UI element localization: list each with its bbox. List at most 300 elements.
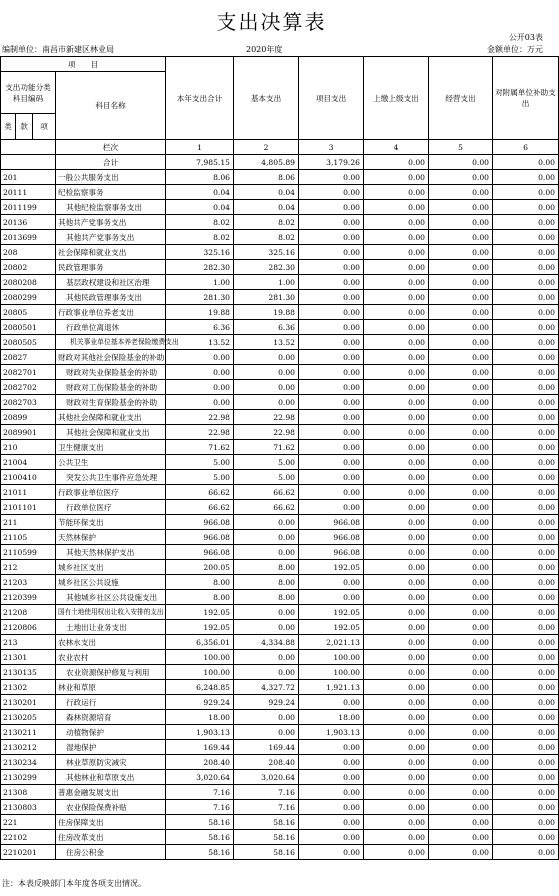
table-row xyxy=(1,380,559,395)
row-value: 66.62 xyxy=(234,485,299,500)
row-value: 0.00 xyxy=(493,365,559,380)
header-item-group: 项 目 xyxy=(1,57,166,72)
row-code: 2130201 xyxy=(1,695,56,710)
row-code: 212 xyxy=(1,560,56,575)
row-value: 0.00 xyxy=(364,260,429,275)
row-value: 0.00 xyxy=(299,230,364,245)
row-value: 0.00 xyxy=(493,530,559,545)
row-value: 0.00 xyxy=(493,350,559,365)
col-index-6: 6 xyxy=(493,140,559,155)
row-value: 169.44 xyxy=(166,740,234,755)
table-row xyxy=(1,665,559,680)
row-value: 100.00 xyxy=(166,665,234,680)
row-value: 0.00 xyxy=(493,695,559,710)
row-code: 20827 xyxy=(1,350,56,365)
row-code: 201 xyxy=(1,170,56,185)
row-value: 0.00 xyxy=(493,395,559,410)
row-value: 0.00 xyxy=(429,530,493,545)
row-value: 58.16 xyxy=(166,815,234,830)
row-value: 18.00 xyxy=(166,710,234,725)
row-value: 0.00 xyxy=(299,785,364,800)
row-value: 0.00 xyxy=(429,755,493,770)
row-value: 0.00 xyxy=(493,845,559,860)
row-value: 0.00 xyxy=(299,485,364,500)
row-value: 0.00 xyxy=(364,590,429,605)
row-value: 0.00 xyxy=(429,230,493,245)
row-value: 0.00 xyxy=(493,260,559,275)
row-value: 0.00 xyxy=(234,710,299,725)
row-name: 其他纪检监察事务支出 xyxy=(56,200,166,215)
row-name: 卫生健康支出 xyxy=(56,440,166,455)
row-value: 0.00 xyxy=(299,260,364,275)
row-name: 财政对生育保险基金的补助 xyxy=(56,395,166,410)
row-value: 0.00 xyxy=(493,740,559,755)
row-value: 0.00 xyxy=(429,305,493,320)
row-value: 0.00 xyxy=(493,320,559,335)
total-value: 4,805.89 xyxy=(234,155,299,170)
table-row xyxy=(1,605,559,620)
row-value: 0.00 xyxy=(364,515,429,530)
row-value: 208.40 xyxy=(234,755,299,770)
row-value: 0.00 xyxy=(429,215,493,230)
row-code: 21203 xyxy=(1,575,56,590)
row-value: 0.00 xyxy=(429,275,493,290)
row-value: 0.00 xyxy=(429,290,493,305)
col-index-4: 4 xyxy=(364,140,429,155)
row-value: 8.02 xyxy=(234,215,299,230)
row-value: 19.88 xyxy=(166,305,234,320)
row-value: 0.00 xyxy=(429,590,493,605)
row-name: 行政事业单位医疗 xyxy=(56,485,166,500)
row-value: 0.00 xyxy=(429,380,493,395)
row-value: 0.00 xyxy=(493,410,559,425)
header-col-4: 上缴上级支出 xyxy=(364,57,429,140)
header-subject-name: 科目名称 xyxy=(56,72,166,140)
row-value: 208.40 xyxy=(166,755,234,770)
row-value: 0.00 xyxy=(364,365,429,380)
row-code: 20111 xyxy=(1,185,56,200)
row-value: 0.00 xyxy=(364,605,429,620)
row-value: 58.16 xyxy=(234,815,299,830)
row-value: 0.00 xyxy=(429,815,493,830)
row-code: 208 xyxy=(1,245,56,260)
row-code: 2130234 xyxy=(1,755,56,770)
table-row xyxy=(1,455,559,470)
row-code: 2130803 xyxy=(1,800,56,815)
row-value: 0.00 xyxy=(299,695,364,710)
row-name: 行政事业单位养老支出 xyxy=(56,305,166,320)
row-value: 0.00 xyxy=(493,500,559,515)
row-name: 财政对工伤保险基金的补助 xyxy=(56,380,166,395)
row-name: 民政管理事务 xyxy=(56,260,166,275)
row-value: 6,248.85 xyxy=(166,680,234,695)
row-code: 21004 xyxy=(1,455,56,470)
row-value: 22.98 xyxy=(166,425,234,440)
row-value: 0.00 xyxy=(493,290,559,305)
header-col-3: 项目支出 xyxy=(299,57,364,140)
row-value: 0.00 xyxy=(299,830,364,845)
row-value: 0.00 xyxy=(364,425,429,440)
row-value: 0.00 xyxy=(364,275,429,290)
row-value: 0.00 xyxy=(299,470,364,485)
row-value: 0.00 xyxy=(364,245,429,260)
row-value: 966.08 xyxy=(166,515,234,530)
row-value: 0.00 xyxy=(299,425,364,440)
row-value: 0.00 xyxy=(493,485,559,500)
row-value: 6.36 xyxy=(166,320,234,335)
row-value: 0.00 xyxy=(429,680,493,695)
row-value: 0.00 xyxy=(429,185,493,200)
row-value: 0.00 xyxy=(364,290,429,305)
row-value: 22.98 xyxy=(234,425,299,440)
row-value: 71.62 xyxy=(166,440,234,455)
row-value: 0.00 xyxy=(429,335,493,350)
header-row-label: 栏次 xyxy=(56,140,166,155)
row-code: 20805 xyxy=(1,305,56,320)
table-row xyxy=(1,245,559,260)
row-code: 2130299 xyxy=(1,770,56,785)
row-name: 社会保障和就业支出 xyxy=(56,245,166,260)
row-value: 0.00 xyxy=(493,785,559,800)
row-value: 13.52 xyxy=(234,335,299,350)
row-value: 0.00 xyxy=(429,725,493,740)
year-label: 2020年度 xyxy=(246,45,283,54)
row-value: 0.00 xyxy=(364,230,429,245)
table-row xyxy=(1,290,559,305)
row-value: 0.00 xyxy=(234,515,299,530)
row-value: 966.08 xyxy=(299,530,364,545)
row-value: 966.08 xyxy=(299,545,364,560)
row-value: 0.00 xyxy=(429,830,493,845)
table-row xyxy=(1,470,559,485)
row-value: 0.00 xyxy=(299,845,364,860)
row-value: 0.00 xyxy=(493,170,559,185)
row-value: 0.00 xyxy=(493,455,559,470)
row-value: 0.00 xyxy=(493,380,559,395)
table-row xyxy=(1,695,559,710)
row-name: 其他共产党事务支出 xyxy=(56,230,166,245)
col-index-2: 2 xyxy=(234,140,299,155)
row-code: 2110599 xyxy=(1,545,56,560)
row-code: 2089901 xyxy=(1,425,56,440)
row-value: 0.00 xyxy=(364,755,429,770)
row-value: 0.00 xyxy=(429,635,493,650)
row-value: 0.00 xyxy=(364,200,429,215)
row-code: 20802 xyxy=(1,260,56,275)
row-value: 100.00 xyxy=(299,665,364,680)
row-value: 0.00 xyxy=(364,305,429,320)
row-code: 21302 xyxy=(1,680,56,695)
row-value: 0.00 xyxy=(234,650,299,665)
row-code: 2120399 xyxy=(1,590,56,605)
table-row xyxy=(1,785,559,800)
row-name: 纪检监察事务 xyxy=(56,185,166,200)
row-value: 0.00 xyxy=(364,830,429,845)
row-value: 0.00 xyxy=(429,515,493,530)
row-value: 4,334.88 xyxy=(234,635,299,650)
row-value: 0.00 xyxy=(493,665,559,680)
row-value: 0.00 xyxy=(493,305,559,320)
row-name: 其他城乡社区公共设施支出 xyxy=(56,590,166,605)
header-blank xyxy=(1,140,56,155)
header-kuan: 款 xyxy=(16,114,33,140)
row-value: 8.00 xyxy=(234,575,299,590)
row-name: 突发公共卫生事件应急处理 xyxy=(56,470,166,485)
row-value: 0.00 xyxy=(493,605,559,620)
table-row xyxy=(1,575,559,590)
row-value: 282.30 xyxy=(234,260,299,275)
table-row xyxy=(1,485,559,500)
row-value: 0.00 xyxy=(299,395,364,410)
row-value: 0.00 xyxy=(299,590,364,605)
total-label: 合计 xyxy=(56,155,166,170)
row-value: 281.30 xyxy=(234,290,299,305)
row-value: 0.00 xyxy=(234,620,299,635)
row-value: 0.00 xyxy=(364,545,429,560)
row-value: 0.00 xyxy=(429,740,493,755)
row-value: 0.00 xyxy=(429,845,493,860)
header-col-6: 对附属单位补助支出 xyxy=(493,57,559,140)
row-value: 0.00 xyxy=(234,365,299,380)
row-value: 8.00 xyxy=(166,575,234,590)
row-value: 0.00 xyxy=(299,815,364,830)
row-value: 0.00 xyxy=(364,815,429,830)
row-value: 0.00 xyxy=(493,770,559,785)
row-value: 0.00 xyxy=(299,185,364,200)
table-row xyxy=(1,275,559,290)
row-value: 58.16 xyxy=(166,845,234,860)
row-value: 0.00 xyxy=(364,440,429,455)
row-name: 行政单位离退休 xyxy=(56,320,166,335)
table-row xyxy=(1,680,559,695)
row-value: 0.00 xyxy=(364,695,429,710)
row-value: 0.00 xyxy=(429,500,493,515)
row-value: 8.02 xyxy=(166,215,234,230)
row-name: 城乡社区公共设施 xyxy=(56,575,166,590)
row-value: 0.00 xyxy=(493,440,559,455)
row-value: 66.62 xyxy=(234,500,299,515)
table-row xyxy=(1,335,559,350)
row-value: 0.00 xyxy=(429,425,493,440)
row-value: 0.00 xyxy=(493,185,559,200)
row-value: 0.00 xyxy=(364,560,429,575)
row-value: 0.00 xyxy=(429,320,493,335)
row-value: 0.00 xyxy=(493,755,559,770)
row-value: 0.00 xyxy=(364,335,429,350)
row-value: 0.00 xyxy=(234,395,299,410)
table-row xyxy=(1,440,559,455)
row-value: 100.00 xyxy=(166,650,234,665)
row-value: 966.08 xyxy=(166,530,234,545)
table-row xyxy=(1,365,559,380)
row-value: 0.00 xyxy=(364,650,429,665)
row-value: 0.00 xyxy=(493,650,559,665)
row-code: 2130211 xyxy=(1,725,56,740)
table-row xyxy=(1,710,559,725)
row-value: 22.98 xyxy=(166,410,234,425)
table-row xyxy=(1,170,559,185)
row-value: 0.00 xyxy=(299,575,364,590)
row-value: 0.00 xyxy=(429,245,493,260)
row-value: 0.00 xyxy=(429,695,493,710)
row-value: 0.00 xyxy=(234,605,299,620)
row-value: 0.00 xyxy=(429,365,493,380)
table-row xyxy=(1,815,559,830)
row-value: 0.00 xyxy=(234,530,299,545)
row-name: 农林水支出 xyxy=(56,635,166,650)
col-index-5: 5 xyxy=(429,140,493,155)
header-col-1: 本年支出合计 xyxy=(166,57,234,140)
row-name: 行政运行 xyxy=(56,695,166,710)
row-value: 0.00 xyxy=(493,635,559,650)
row-value: 281.30 xyxy=(166,290,234,305)
table-row xyxy=(1,650,559,665)
row-value: 0.00 xyxy=(364,500,429,515)
row-code: 2130135 xyxy=(1,665,56,680)
row-value: 0.00 xyxy=(299,170,364,185)
row-name: 其他林业和草原支出 xyxy=(56,770,166,785)
table-row xyxy=(1,725,559,740)
col-index-1: 1 xyxy=(166,140,234,155)
row-name: 湿地保护 xyxy=(56,740,166,755)
row-value: 0.00 xyxy=(429,350,493,365)
row-value: 0.00 xyxy=(166,350,234,365)
row-name: 财政对失业保险基金的补助 xyxy=(56,365,166,380)
row-name: 农业农村 xyxy=(56,650,166,665)
row-value: 0.00 xyxy=(364,800,429,815)
row-name: 普惠金融发展支出 xyxy=(56,785,166,800)
row-code: 2080505 xyxy=(1,335,56,350)
row-name: 林业和草原 xyxy=(56,680,166,695)
table-row xyxy=(1,200,559,215)
row-value: 0.00 xyxy=(299,365,364,380)
header-xiang: 项 xyxy=(33,114,56,140)
row-value: 0.00 xyxy=(299,245,364,260)
row-value: 0.00 xyxy=(166,395,234,410)
row-value: 0.00 xyxy=(364,395,429,410)
row-code: 2120806 xyxy=(1,620,56,635)
row-value: 0.00 xyxy=(234,665,299,680)
row-value: 5.00 xyxy=(166,470,234,485)
table-row xyxy=(1,800,559,815)
row-value: 0.00 xyxy=(429,440,493,455)
row-name: 行政单位医疗 xyxy=(56,500,166,515)
row-value: 8.00 xyxy=(234,590,299,605)
row-value: 0.00 xyxy=(364,725,429,740)
row-code: 21208 xyxy=(1,605,56,620)
row-code: 210 xyxy=(1,440,56,455)
row-value: 0.00 xyxy=(364,215,429,230)
row-value: 0.00 xyxy=(429,710,493,725)
row-value: 8.02 xyxy=(234,230,299,245)
row-value: 325.16 xyxy=(234,245,299,260)
row-value: 0.00 xyxy=(299,215,364,230)
table-row xyxy=(1,260,559,275)
row-value: 18.00 xyxy=(299,710,364,725)
table-row xyxy=(1,620,559,635)
row-value: 0.00 xyxy=(299,290,364,305)
row-value: 0.00 xyxy=(493,470,559,485)
row-value: 0.00 xyxy=(429,605,493,620)
row-value: 0.00 xyxy=(234,545,299,560)
row-name: 其他社会保障和就业支出 xyxy=(56,410,166,425)
table-row xyxy=(1,590,559,605)
row-value: 0.00 xyxy=(234,350,299,365)
row-value: 0.00 xyxy=(493,815,559,830)
table-row xyxy=(1,830,559,845)
row-value: 8.06 xyxy=(234,170,299,185)
row-name: 其他民政管理事务支出 xyxy=(56,290,166,305)
row-value: 1.00 xyxy=(234,275,299,290)
row-value: 3,020.64 xyxy=(234,770,299,785)
row-value: 0.00 xyxy=(166,365,234,380)
row-value: 0.04 xyxy=(234,200,299,215)
table-row xyxy=(1,395,559,410)
expenditure-table xyxy=(0,56,559,860)
row-value: 22.98 xyxy=(234,410,299,425)
row-value: 0.00 xyxy=(493,545,559,560)
table-row xyxy=(1,305,559,320)
row-value: 0.00 xyxy=(299,770,364,785)
table-row xyxy=(1,635,559,650)
row-value: 0.00 xyxy=(364,470,429,485)
row-name: 其他天然林保护支出 xyxy=(56,545,166,560)
row-value: 169.44 xyxy=(234,740,299,755)
row-value: 1.00 xyxy=(166,275,234,290)
header-col-2: 基本支出 xyxy=(234,57,299,140)
row-name: 城乡社区支出 xyxy=(56,560,166,575)
row-code: 2082701 xyxy=(1,365,56,380)
table-row xyxy=(1,545,559,560)
row-name: 财政对其他社会保险基金的补助 xyxy=(56,350,166,365)
row-value: 0.00 xyxy=(364,575,429,590)
col-index-3: 3 xyxy=(299,140,364,155)
row-value: 0.00 xyxy=(493,515,559,530)
row-value: 4,327.72 xyxy=(234,680,299,695)
row-name: 机关事业单位基本养老保险缴费支出 xyxy=(56,335,166,350)
row-value: 200.05 xyxy=(166,560,234,575)
row-value: 0.00 xyxy=(493,335,559,350)
total-value: 0.00 xyxy=(493,155,559,170)
row-value: 0.00 xyxy=(429,800,493,815)
row-value: 8.02 xyxy=(166,230,234,245)
row-value: 0.00 xyxy=(429,455,493,470)
table-row xyxy=(1,500,559,515)
row-value: 325.16 xyxy=(166,245,234,260)
row-name: 土地出让业务支出 xyxy=(56,620,166,635)
table-row xyxy=(1,770,559,785)
row-value: 282.30 xyxy=(166,260,234,275)
row-code: 21301 xyxy=(1,650,56,665)
row-value: 0.00 xyxy=(364,845,429,860)
row-value: 0.00 xyxy=(493,725,559,740)
row-value: 0.00 xyxy=(364,635,429,650)
row-value: 0.00 xyxy=(493,230,559,245)
row-value: 7.16 xyxy=(234,800,299,815)
row-value: 0.00 xyxy=(493,275,559,290)
row-value: 0.00 xyxy=(364,710,429,725)
row-code: 22102 xyxy=(1,830,56,845)
row-value: 192.05 xyxy=(299,605,364,620)
row-value: 0.00 xyxy=(429,785,493,800)
row-code: 211 xyxy=(1,515,56,530)
row-value: 100.00 xyxy=(299,650,364,665)
row-code: 2082703 xyxy=(1,395,56,410)
row-value: 5.00 xyxy=(166,455,234,470)
row-name: 天然林保护 xyxy=(56,530,166,545)
table-row xyxy=(1,845,559,860)
row-value: 8.06 xyxy=(166,170,234,185)
